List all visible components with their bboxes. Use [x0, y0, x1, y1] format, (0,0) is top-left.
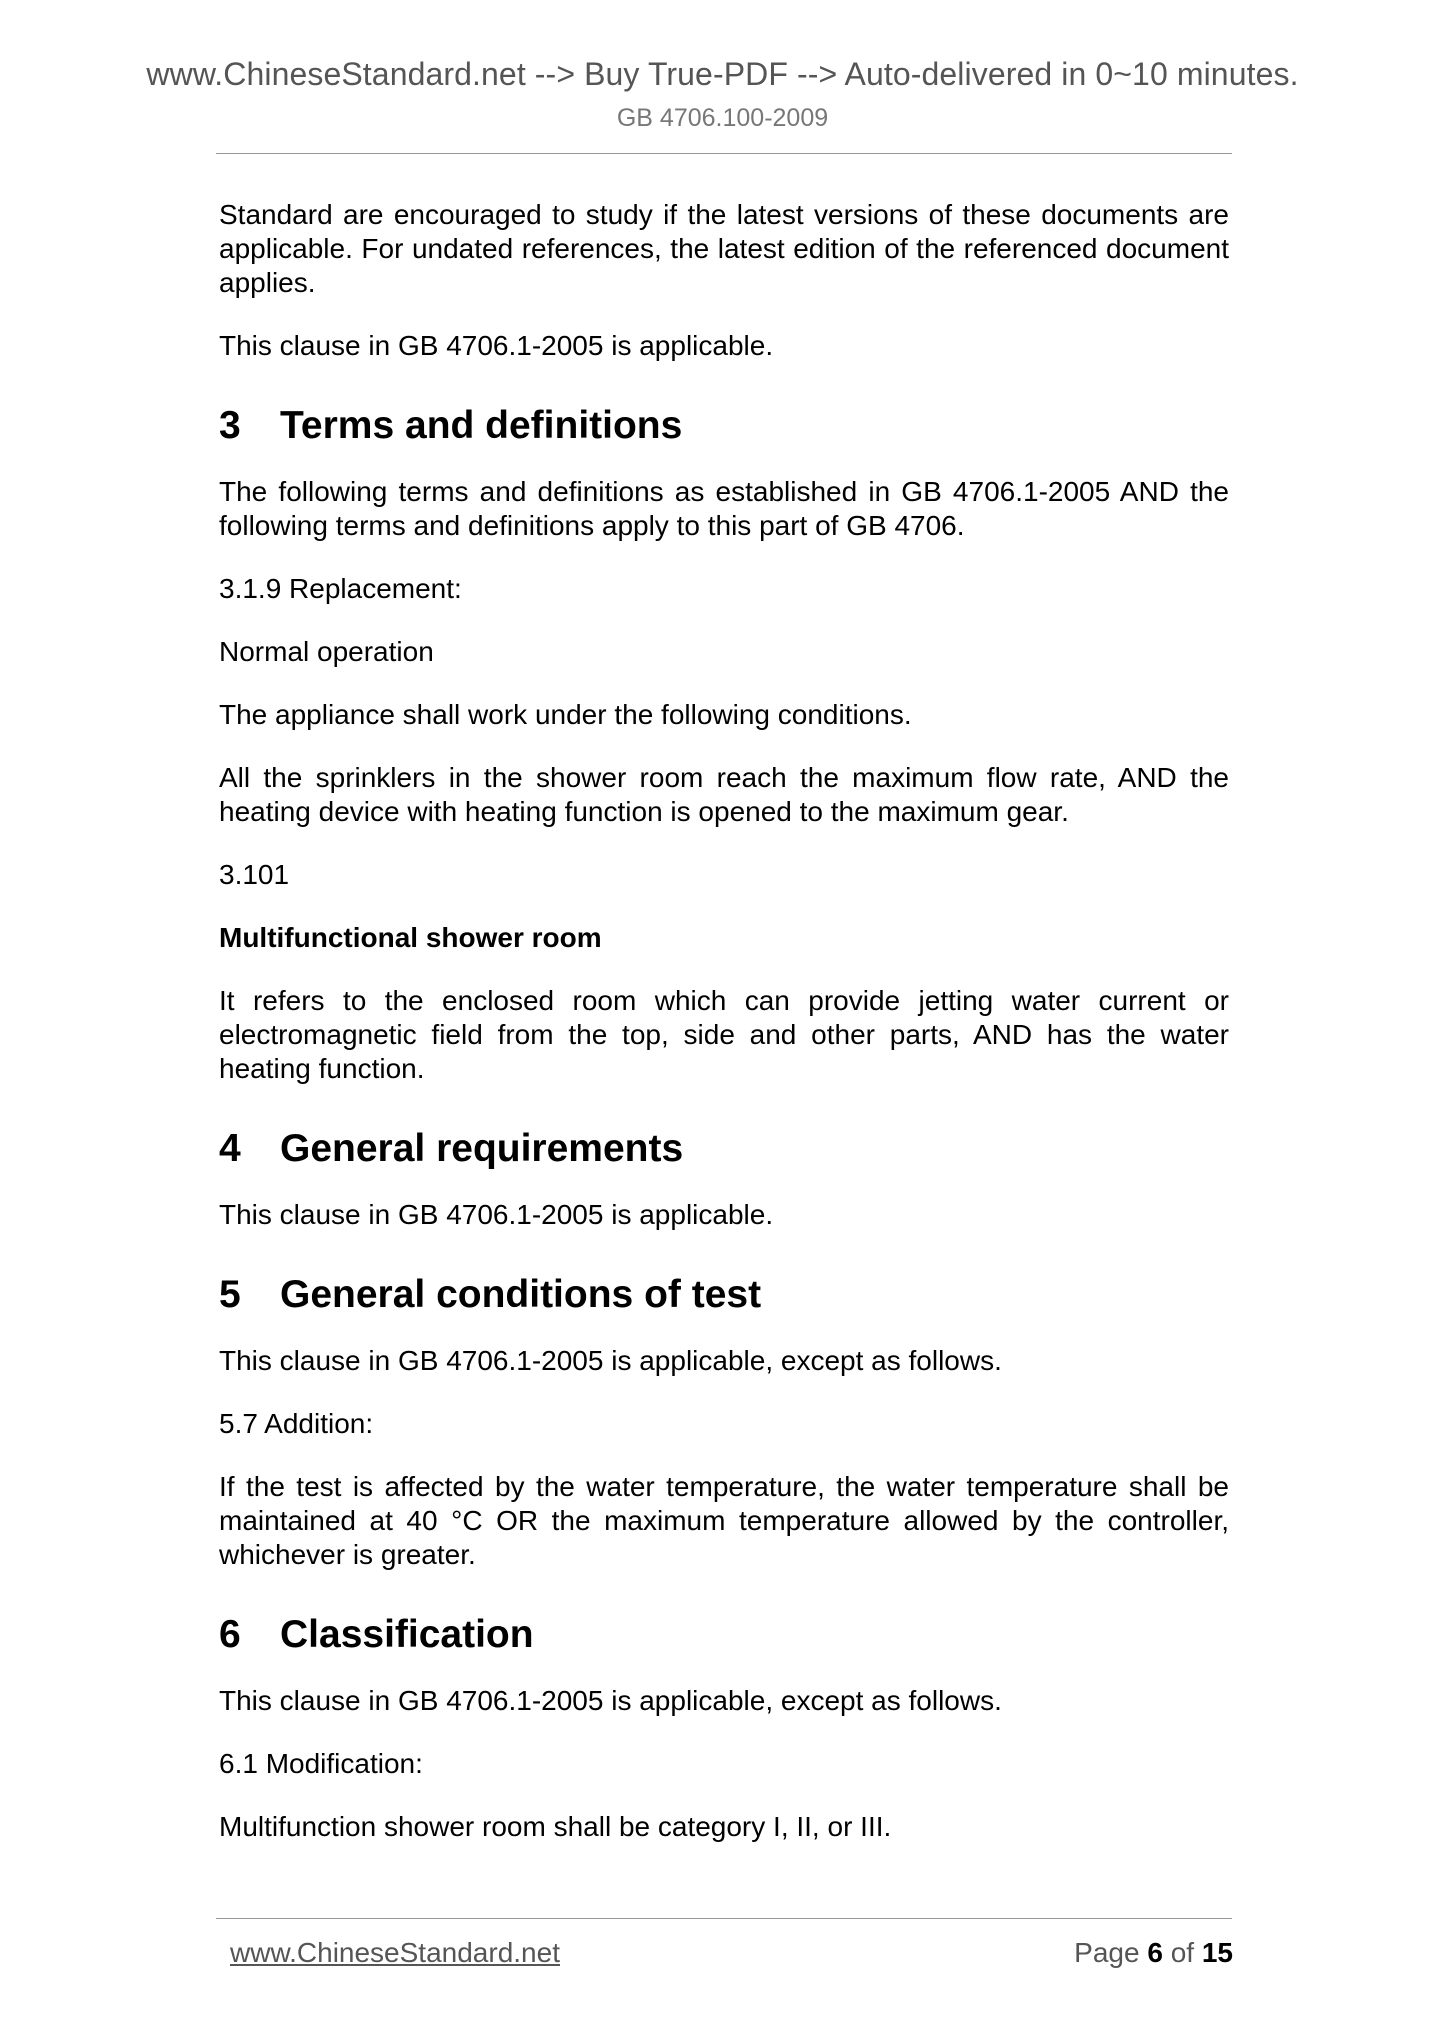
s5-paragraph-3: If the test is affected by the water temperature, the water temperature shall be maintained at 40 °C OR the maximum temperature allowed by the controller, whichever is greater.	[219, 1471, 1229, 1570]
section-number: 4	[219, 1127, 241, 1170]
intro-paragraph: Standard are encouraged to study if the latest versions of these documents are applicable. For undated references, the latest edition of the referenced document applies.	[219, 199, 1229, 298]
current-page-number: 6	[1147, 1937, 1163, 1968]
s3-paragraph-1: The following terms and definitions as established in GB 4706.1-2005 AND the following terms and definitions apply to this part of GB 4706.	[219, 476, 1229, 541]
section-title: General conditions of test	[280, 1273, 762, 1316]
s4-paragraph-1: This clause in GB 4706.1-2005 is applicable.	[219, 1199, 774, 1230]
section-title: Classification	[280, 1613, 534, 1656]
footer-divider	[216, 1918, 1232, 1919]
page-indicator	[1074, 1937, 1233, 1969]
s3-paragraph-6: 3.101	[219, 859, 290, 890]
term-title: Multifunctional shower room	[219, 922, 602, 953]
section-4-heading	[219, 1126, 1229, 1172]
s6-paragraph-1: This clause in GB 4706.1-2005 is applicable, except as follows.	[219, 1685, 1002, 1716]
section-title: Terms and definitions	[280, 404, 683, 447]
term-definition: It refers to the enclosed room which can provide jetting water current or electromagnetic field from the top, side and other parts, AND has the water heating function.	[219, 985, 1229, 1084]
section-number: 6	[219, 1613, 241, 1656]
s6-paragraph-2: 6.1 Modification:	[219, 1748, 423, 1779]
section-6-heading	[219, 1612, 1229, 1658]
header-banner: www.ChineseStandard.net --> Buy True-PDF --> Auto-delivered in 0~10 minutes.	[146, 56, 1299, 92]
s3-paragraph-5: All the sprinklers in the shower room reach the maximum flow rate, AND the heating device with heating function is opened to the maximum gear.	[219, 762, 1229, 827]
s3-paragraph-2: 3.1.9 Replacement:	[219, 573, 462, 604]
document-id: GB 4706.100-2009	[616, 104, 829, 132]
s5-paragraph-1: This clause in GB 4706.1-2005 is applicable, except as follows.	[219, 1345, 1002, 1376]
page-word: Page	[1074, 1937, 1140, 1968]
clause2-applicability: This clause in GB 4706.1-2005 is applicable.	[219, 330, 774, 361]
section-5-heading	[219, 1272, 1229, 1318]
s5-paragraph-2: 5.7 Addition:	[219, 1408, 374, 1439]
total-page-count: 15	[1201, 1937, 1233, 1968]
s6-paragraph-3: Multifunction shower room shall be category I, II, or III.	[219, 1811, 892, 1842]
footer-website-link[interactable]: www.ChineseStandard.net	[230, 1937, 560, 1968]
header-divider	[216, 153, 1232, 154]
s3-paragraph-3: Normal operation	[219, 636, 434, 667]
page-body	[219, 198, 1229, 1844]
of-word: of	[1170, 1937, 1195, 1968]
section-number: 3	[219, 404, 241, 447]
section-title: General requirements	[280, 1127, 684, 1170]
section-3-heading	[219, 403, 1229, 449]
s3-paragraph-4: The appliance shall work under the following conditions.	[219, 699, 912, 730]
section-number: 5	[219, 1273, 241, 1316]
